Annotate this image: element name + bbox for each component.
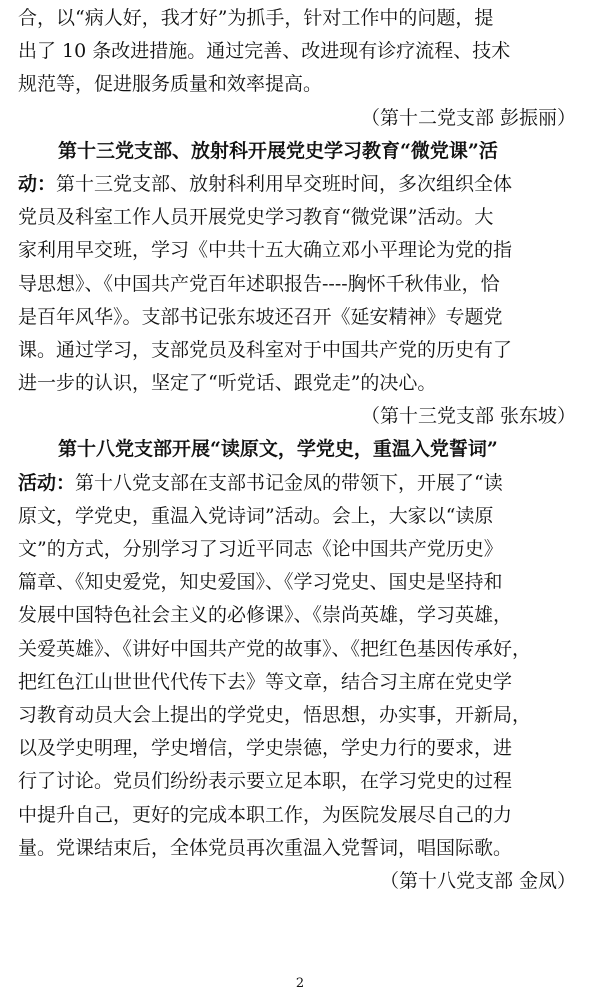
body-line: [18, 467, 582, 500]
heading-continuation: 活动：: [18, 471, 76, 494]
page-number: 2: [295, 976, 305, 991]
body-text: 第十三党支部、放射科利用早交班时间，多次组织全体: [56, 172, 513, 195]
body-line: 原文，学党史，重温入党诗词”活动。会上，大家以“读原: [18, 504, 494, 527]
body-line: 中提升自己，更好的完成本职工作，为医院发展尽自己的力: [18, 803, 513, 826]
body-line: [18, 168, 582, 201]
body-line: 把红色江山世世代代传下去》等文章，结合习主席在党史学: [18, 670, 513, 693]
signature: （第十二党支部 彭振丽）: [360, 106, 576, 129]
body-line: 以及学史明理，学史增信，学史崇德，学史力行的要求，进: [18, 737, 513, 760]
signature: （第十八党支部 金凤）: [379, 869, 576, 892]
body-line: 课。通过学习，支部党员及科室对于中国共产党的历史有了: [18, 338, 513, 361]
body-line: 篇章、《知史爱党，知史爱国》、《学习党史、国史是坚持和: [18, 571, 503, 594]
section-heading: 第十三党支部、放射科开展党史学习教育“微党课”活: [58, 139, 498, 162]
body-line: 规范等，促进服务质量和效率提高。: [18, 73, 323, 96]
body-line: 合，以“病人好，我才好”为抓手，针对工作中的问题，提: [18, 7, 494, 29]
body-line: 行了讨论。党员们纷纷表示要立足本职，在学习党史的过程: [18, 770, 513, 793]
body-line: 文”的方式，分别学习了习近平同志《论中国共产党历史》: [18, 538, 503, 560]
body-line: 关爱英雄》、《讲好中国共产党的故事》、《把红色基因传承好，: [18, 637, 532, 660]
section-heading: 第十八党支部开展“读原文，学党史，重温入党誓词”: [58, 438, 498, 461]
body-text: 第十八党支部在支部书记金凤的带领下，开展了“读: [75, 471, 503, 494]
body-line: 是百年风华》。支部书记张东坡还召开《延安精神》专题党: [18, 305, 503, 328]
body-line: 进一步的认识，坚定了“听党话、跟党走”的决心。: [18, 372, 437, 395]
body-line: 量。党课结束后，全体党员再次重温入党誓词，唱国际歌。: [18, 836, 513, 859]
heading-continuation: 动：: [18, 172, 57, 195]
section-18: [18, 433, 582, 898]
signature: （第十三党支部 张东坡）: [360, 405, 576, 428]
body-line: 导思想》、《中国共产党百年述职报告----胸怀千秋伟业，恰: [18, 272, 500, 295]
body-line: 党员及科室工作人员开展党史学习教育“微党课”活动。大: [18, 206, 494, 229]
body-line: 出了 10 条改进措施。通过完善、改进现有诊疗流程、技术: [18, 40, 511, 63]
section-13: [18, 135, 582, 434]
body-line: 习教育动员大会上提出的学党史，悟思想，办实事，开新局，: [18, 703, 532, 726]
body-line: 发展中国特色社会主义的必修课》、《崇尚英雄，学习英雄，: [18, 604, 513, 627]
section-intro: [18, 2, 582, 135]
body-line: 家利用早交班，学习《中共十五大确立邓小平理论为党的指: [18, 239, 513, 262]
